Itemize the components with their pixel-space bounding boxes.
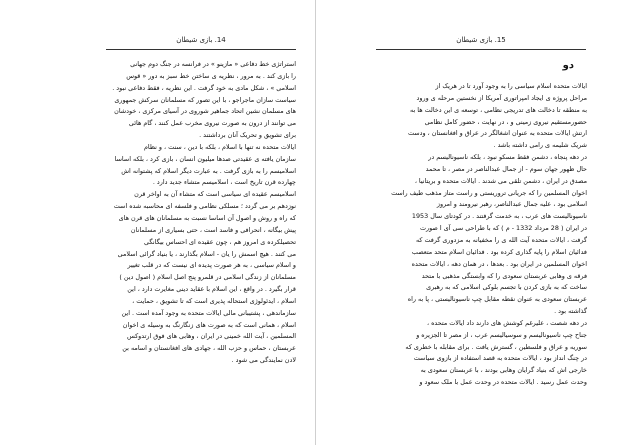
text-line: می کنند . هیچ اسمش را یان - اسلام بگذارند ، یا بنیاد گرائی اسلامی: [117, 249, 296, 258]
header-rule: [106, 49, 296, 50]
text-line: گرفت ، ایالات متحده آیت الله ی را مخفیانه به مزدوری گرفت که: [415, 235, 587, 244]
text-line: مصدق در ایران ، دشمن تلقی می شدند . ایالات متحده و بریتانیا ،: [414, 176, 587, 185]
text-line: اسلامی » ، شکل مادی به خود گرفت . این نظریه ، فقط دفاعی نبود .: [112, 83, 296, 92]
running-header: 14. بازی شیطان: [176, 36, 226, 44]
text-line: اخوان المسلمین را که جریانی تروریستی و راست متاز مذهب طیف راست: [391, 188, 587, 197]
text-line: تحصیلکرده ی امروز هم ، چون عقیده ای احساس بیگانگی: [144, 237, 296, 246]
right-page: [316, 0, 632, 445]
text-line: های مسلمان نشین اتحاد جماهیر شوروی در آسیای مرکزی ، خودشان: [114, 107, 296, 116]
text-line: که راه و روش و اصول آن اساسا نسبت به مسلمانان های قرن های: [118, 213, 296, 222]
text-line: وحدت عمل رسید . ایالات متحده در وحدت عمل با ملک سعود و: [419, 378, 587, 387]
text-line: شریک شلیمه ی رامی داشته باشد .: [493, 141, 587, 150]
text-line: فرقه ی وهابی عربستان سعودی را که وابستگی مذهبی با متحد: [421, 271, 587, 280]
header-rule: [376, 49, 586, 50]
text-line: را بازی کند . به مرور ، نظریه ی ساختن خط سبز به دور « قوس: [126, 71, 296, 80]
text-line: می توانند از درون به صورت نیروی مخرب عمل کنند ، گام هائی: [128, 119, 296, 128]
text-line: به منطقه تا دخالت های تدریجی نظامی ، توسعه ی این دخالت ها به: [410, 105, 587, 114]
text-line: سوریه و عراق و فلسطین ، گسترش یافت . برای مقابله با خطری که: [405, 342, 587, 351]
text-line: برای تشویق و تحریک آنان برداشتند .: [199, 131, 296, 140]
text-line: اخوان المسلمین در ایران بود . بعدها ، در همان دهه ، ایالات متحده: [411, 259, 587, 268]
text-line: و اسلام سیاسی ، به هر صورت پدیده ای نیست که در قلب تغییر: [127, 261, 296, 270]
text-line: عربستان ، حماس و حزب الله ، جهادی های افغانستان و اسامه بن: [122, 344, 296, 353]
text-line: اسلامی بود ، علیه جمال عبدالناصر، رهبر نیرومند و امروز: [436, 200, 587, 209]
text-line: استراتژی خط دفاعی « مازینو » در فرانسه در جنگ دوم جهانی: [130, 60, 296, 68]
text-line: سازمان یافته ی عقیدتی صدها میلیون انسان ، بازی کرد ، بلکه اساسا: [114, 154, 296, 163]
text-line: خارجی اش که بنیاد گرایان وهابی بودند ، با عربستان سعودی به: [420, 366, 587, 375]
text-line: ساخت که به بازی کردن با تجسم بلوکی اسلامی که به رهبری: [426, 283, 587, 292]
text-line: فدائیان اسلام را پایه گذاری کرده بود . فدائیان اسلام متحد متعصب: [411, 247, 587, 256]
text-line: ایالات متحده نه تنها با اسلام ، بلکه با دین ، سنت ، و نظام: [143, 142, 296, 151]
text-line: المسلمین ، آیت الله خمینی در ایران ، وهابی های فوق ارتدوکس: [126, 332, 296, 341]
text-line: اسلامیسم را به بازی گرفت . به عبارت دیگر اسلام که پشتوانه اش: [121, 166, 296, 175]
text-line: گذاشته بود .: [554, 307, 587, 316]
text-line: مسلمانان از زندگی اسلامی در قلمرو پنج اصل اسلام ( اصول دین ): [119, 273, 296, 282]
text-line: ناسیونالیست های عرب ، به خدمت گرفتند . در کودتای سال 1953: [411, 212, 587, 221]
body-text: [35, 59, 296, 367]
text-line: در ایران ( 28 مرداد 1332 - م ) که با طراحی سی آی ا صورت: [420, 224, 587, 233]
text-line: در چنگ انداز بود ، ایالات متحده به قصد استفاده از بازوی سیاست: [413, 354, 587, 363]
text-line: نوزدهم بر می گردد ؛ مسلکی نظامی و فلسفه ای محاسبه شده است: [113, 202, 296, 211]
text-line: حضورمستقیم نیروی زمینی و ، در نهایت ، حضور کامل نظامی: [424, 117, 587, 126]
chapter-title: دو: [562, 60, 574, 71]
text-line: چهارده قرن تاریخ است ، اسلامیسم متشاء جدید دارد .: [152, 178, 296, 187]
running-header: 15. بازی شیطان: [456, 36, 506, 44]
text-line: جناح چپ ناسیونالیسم و سوسیالیسم عرب ، از مصر تا الجزیره و: [416, 330, 587, 339]
text-line: ارتش ایالات متحده به عنوان اشغالگر در عراق و افغانستان ، ودست: [408, 129, 587, 138]
text-line: در دهه شصت ، علیرغم کوشش های دارند داد ایالات متحده ،: [426, 318, 587, 327]
text-line: اسلام ، همانی است که به صورت های زنگارنگ به وسیله ی اخوان: [122, 320, 296, 329]
text-line: اسلام ، ایدئولوژی استحاله پذیری است که تا تشویق ، حمایت ،: [132, 296, 296, 305]
text-line: عربستان سعودی به عنوان نقطه مقابل چپ ناسیونالیستی ، پا به راه: [407, 295, 587, 304]
text-line: سازماندهی ، پشتیبانی مالی ایالات متحده به وجود آمده است . این: [121, 308, 296, 317]
text-line: مراحل پروژه ی ایجاد امپراتوری آمریکا از نخستین مرحله ی ورود: [416, 93, 587, 102]
text-line: حال ظهور جهان سوم - از جمال عبدالناصر در مصر ، تا محمد: [425, 164, 587, 173]
body-text: [374, 81, 587, 389]
text-line: لادن نمایندگی می شود .: [231, 356, 296, 365]
text-line: سیاست سازان ماجراجو ، با این تصور که مسلمانان سرکش جمهوری: [114, 95, 296, 104]
text-line: در دهه پنجاه ، دشمن فقط مسکو نبود ، بلکه ناسیونالیسم در: [428, 153, 587, 162]
text-line: اسلامیسم عقیده ای سیاسی است که متشاء آن به اواخر قرن: [134, 190, 296, 199]
text-line: ایالات متحده اسلام سیاسی را به وجود آورد تا در هریک از: [435, 82, 587, 90]
text-line: پیش بیگانه ، انحرافی و فاسد است ، حتی بسیاری از مسلمانان: [130, 225, 296, 234]
text-line: قرار بگیرد . در واقع ، این اسلام با عقاید دینی مغایرت دارد ، این: [127, 285, 296, 294]
